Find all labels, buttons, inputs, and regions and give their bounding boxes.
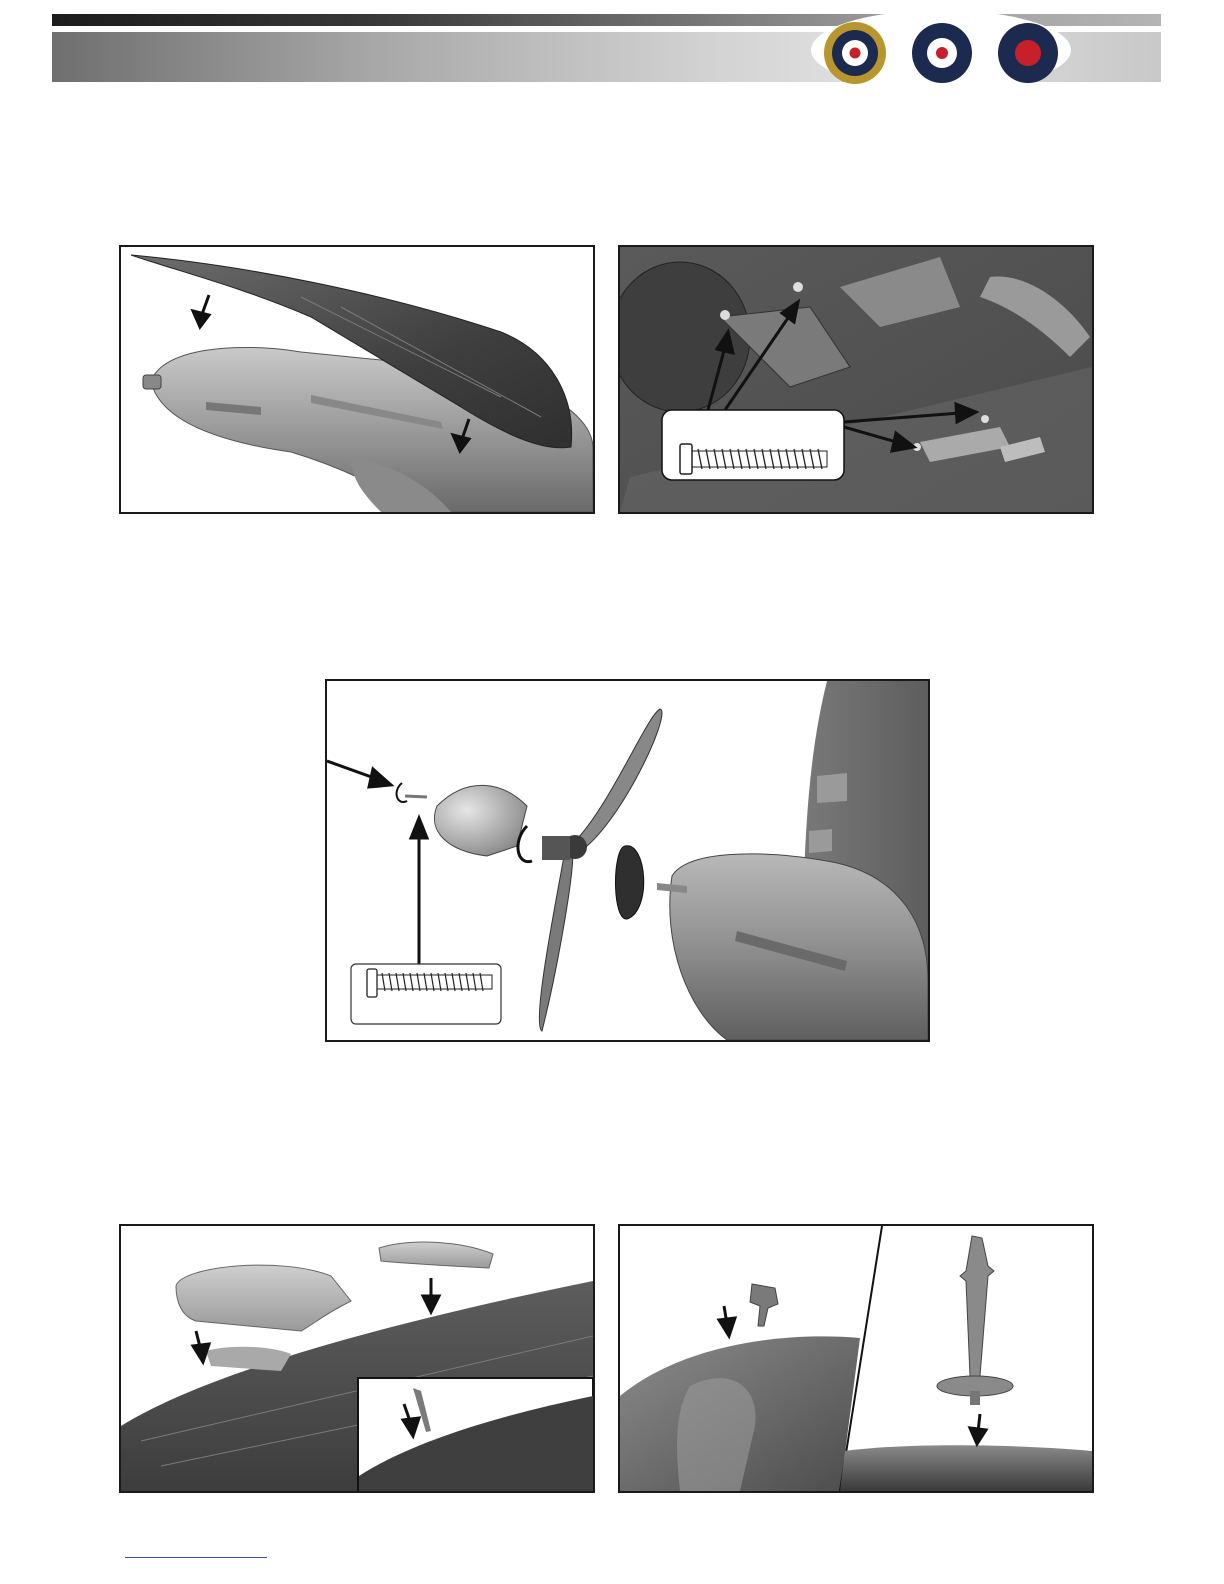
figure-wing-screws-install	[618, 245, 1094, 514]
figure-antenna-tailwheel-install	[618, 1224, 1094, 1493]
footer-link-underline[interactable]	[125, 1557, 267, 1558]
screw-icon	[351, 964, 501, 1024]
inset-antenna-detail	[358, 1378, 593, 1491]
figure-wing-covers-install	[119, 1224, 595, 1493]
roundel-type-a-icon	[824, 22, 886, 84]
wing-screws-illustration	[620, 247, 1092, 512]
roundel-type-c-icon	[998, 23, 1058, 83]
canopy-hatch-illustration	[121, 247, 593, 512]
figure-propeller-spinner-install	[325, 679, 930, 1042]
wing-covers-illustration	[121, 1226, 593, 1491]
antenna-tailwheel-illustration	[620, 1226, 1092, 1491]
roundel-type-b-icon	[912, 23, 972, 83]
propeller-assembly-illustration	[327, 681, 928, 1040]
roundel-cluster	[810, 10, 1072, 90]
figure-canopy-hatch-install	[119, 245, 595, 514]
screw-icon	[662, 410, 844, 480]
